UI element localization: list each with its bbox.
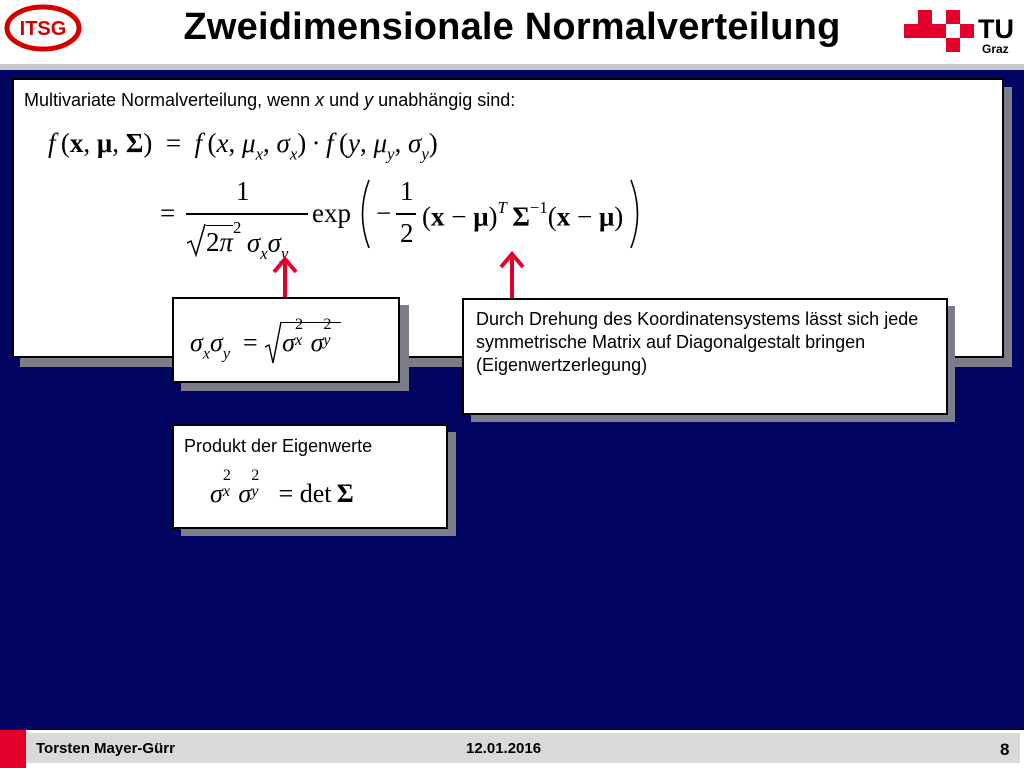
sigma-product-equation: $\sigma_x\sigma_y = \sigma$ 2 x σ 2 y <box>190 321 341 365</box>
arrow-up-icon <box>270 256 300 302</box>
intro-text: Multivariate Normalverteilung, wenn x und y unabhängig sind: <box>24 90 516 110</box>
eigenvalue-callout <box>172 424 448 529</box>
rotation-callout <box>462 298 948 415</box>
determinant-equation: σ 2 x σ 2 y = det Σ <box>210 467 354 508</box>
arrow-up-icon <box>497 251 527 301</box>
header-divider <box>0 64 1024 70</box>
svg-text:TU: TU <box>978 14 1014 44</box>
footer-author: Torsten Mayer-Gürr <box>36 740 175 757</box>
equation-product: f (x, μ, Σ) = f (x, $\mu_x$, $\sigma_x) \cdot f$ (y, $\mu_y$, $\sigma_y$) <box>48 128 438 164</box>
footer-date: 12.01.2016 <box>466 740 542 757</box>
sigma-product-callout <box>172 297 400 383</box>
svg-text:ITSG: ITSG <box>19 18 67 40</box>
slide-title: Zweidimensionale Normalverteilung <box>183 6 841 48</box>
eigenvalue-label: Produkt der Eigenwerte <box>184 436 373 456</box>
footer-accent <box>0 730 26 768</box>
main-formula-box: Multivariate Normalverteilung, wenn x und y unabhängig sind: f (x, μ, Σ) = f (x, $\mu_x$, $\sigma_x) \cdot f$ (y, $\mu_y$, $\sigma_y$) = 1 $2\pi^2$ $\sigma_x\sigma_y$ exp − 1 2 $(x - \mu)^T$ $\Sigma^{-1}(x - \mu)$ <box>12 78 1004 358</box>
tu-graz-logo <box>902 6 1020 56</box>
svg-text:Graz: Graz <box>982 42 1009 56</box>
rotation-text: Durch Drehung des Koordinatensystems lässt sich jede symmetrische Matrix auf Diagonalgestalt bringen (Eigenwertzerlegung) <box>476 309 919 375</box>
page-number: 8 <box>1000 740 1010 759</box>
